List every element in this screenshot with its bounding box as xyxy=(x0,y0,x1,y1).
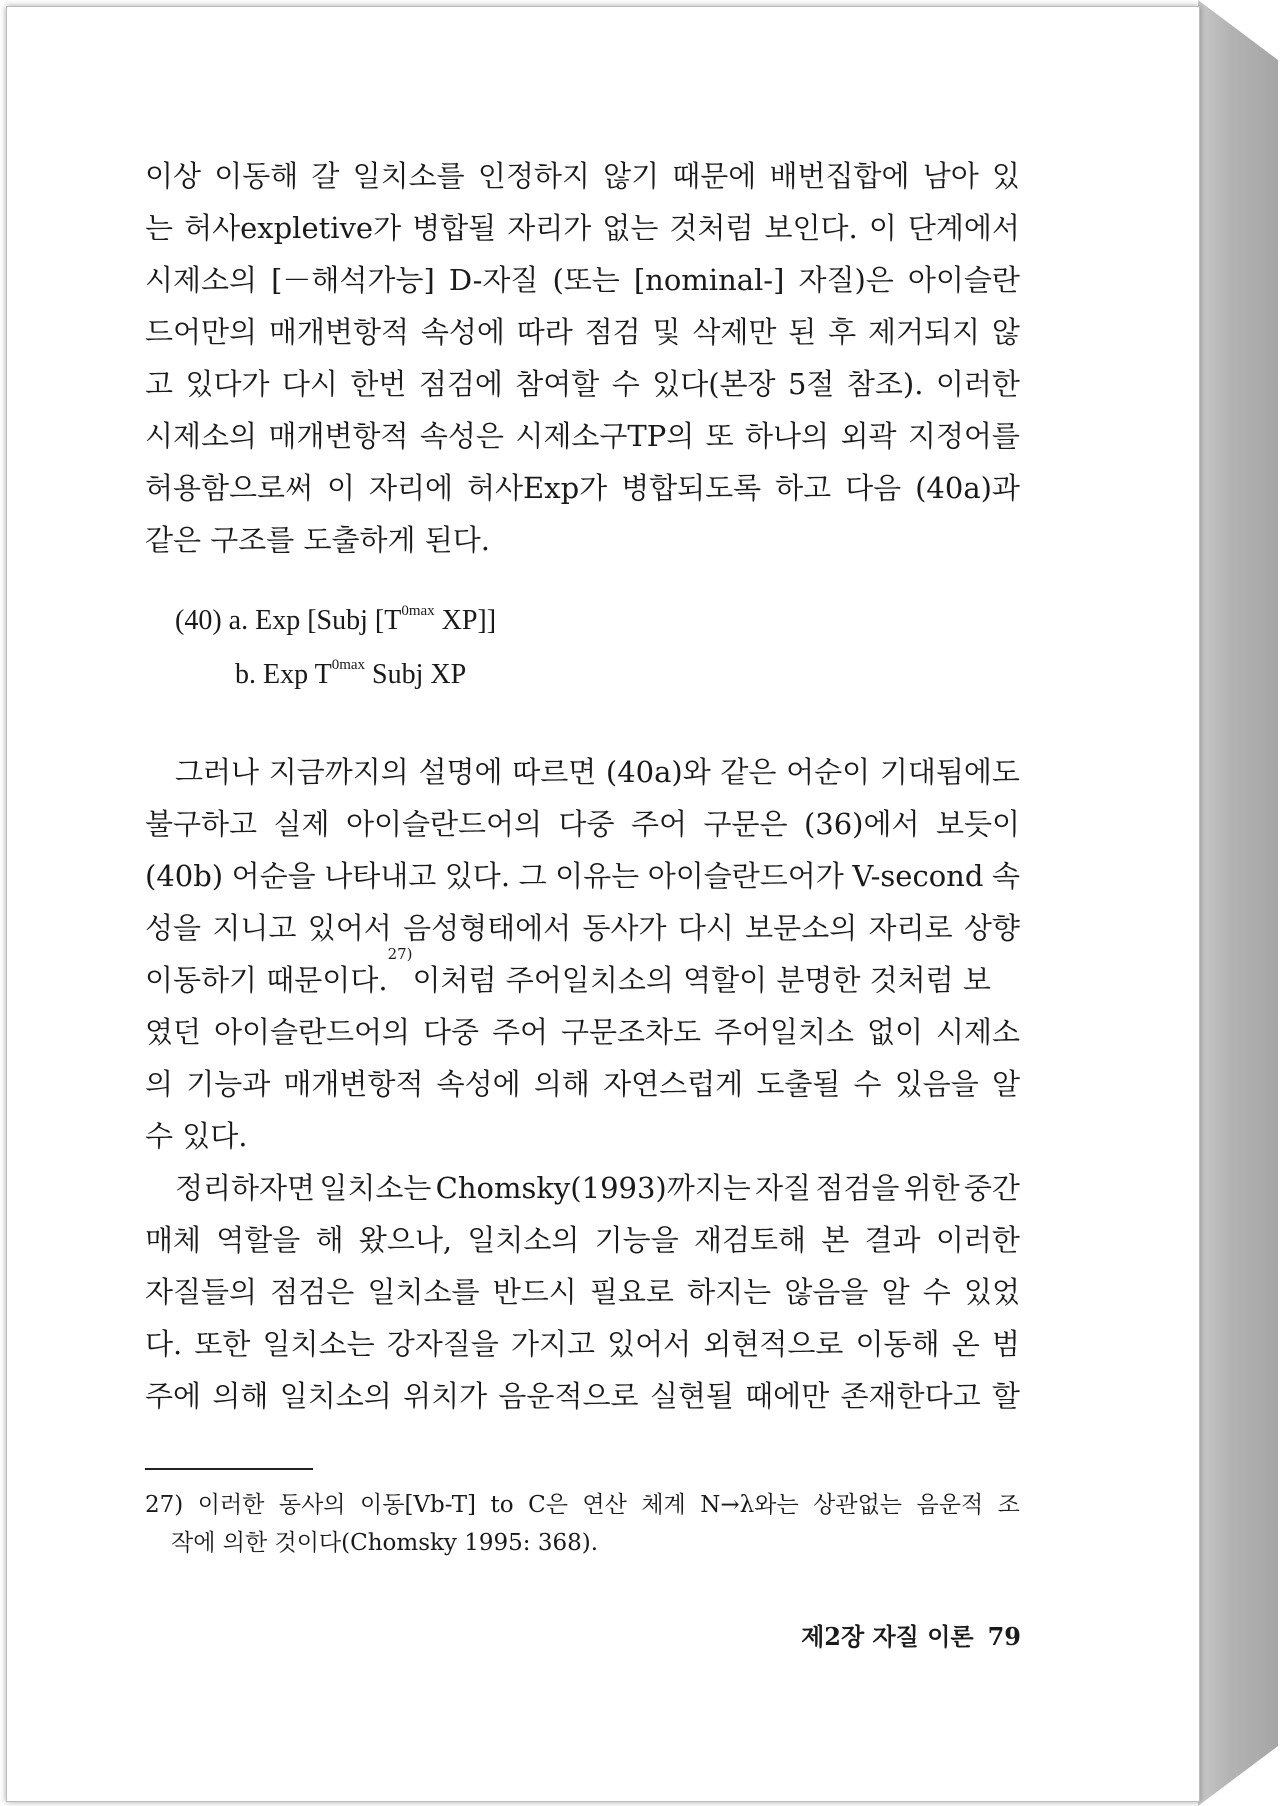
text-line: 시제소의 매개변항적 속성은 시제소구TP의 또 하나의 외곽 지정어를 xyxy=(145,419,1020,453)
running-footer xyxy=(801,1617,1021,1652)
body-text xyxy=(145,150,1020,1422)
text-line: 허용함으로써 이 자리에 허사Exp가 병합되도록 하고 다음 (40a)과 xyxy=(145,471,1020,505)
text-line: 이상 이동해 갈 일치소를 인정하지 않기 때문에 배번집합에 남아 있 xyxy=(145,159,1020,193)
book-side-edge xyxy=(1198,0,1278,1806)
text-fragment: 이동하기 때문이다. xyxy=(145,963,388,997)
page-number: 79 xyxy=(987,1622,1021,1651)
paragraph-1 xyxy=(145,150,1020,566)
example-number: (40) xyxy=(175,605,222,636)
text-fragment: 이처럼 주어일치소의 역할이 분명한 것처럼 보 xyxy=(412,963,991,997)
text-line: 성을 지니고 있어서 음성형태에서 동사가 다시 보문소의 자리로 상향 xyxy=(145,911,1020,945)
paragraph-2 xyxy=(145,746,1020,1162)
example-a-superscript: 0max xyxy=(401,603,435,619)
text-line: 같은 구조를 도출하게 된다. xyxy=(145,523,491,557)
footnote-reference[interactable]: 27) xyxy=(387,945,413,963)
text-line: 그러나 지금까지의 설명에 따르면 (40a)와 같은 어순이 기대됨에도 xyxy=(175,755,1020,789)
text-line: (40b) 어순을 나타내고 있다. 그 이유는 아이슬란드어가 V-second 속 xyxy=(145,859,1020,893)
example-40a xyxy=(145,594,1020,648)
example-b-post: Subj XP xyxy=(365,659,467,690)
paragraph-3 xyxy=(145,1162,1020,1422)
footnote-line: 27) 이러한 동사의 이동[Vb-T] to C은 연산 체계 N→λ와는 상관없는 음운적 조 xyxy=(145,1492,1020,1518)
example-b-superscript: 0max xyxy=(331,657,366,673)
footnote-divider xyxy=(145,1468,313,1470)
text-line: 불구하고 실제 아이슬란드어의 다중 주어 구문은 (36)에서 보듯이 xyxy=(145,807,1020,841)
example-a-label: a. xyxy=(228,605,249,636)
text-line: 주에 의해 일치소의 위치가 음운적으로 실현될 때에만 존재한다고 할 xyxy=(145,1379,1020,1413)
text-line: 다. 또한 일치소는 강자질을 가지고 있어서 외현적으로 이동해 온 범 xyxy=(145,1327,1020,1361)
text-line: 드어만의 매개변항적 속성에 따라 점검 및 삭제만 된 후 제거되지 않 xyxy=(145,315,1020,349)
example-b-label: b. xyxy=(235,659,256,690)
footnote-line: 작에 의한 것이다(Chomsky 1995: 368). xyxy=(171,1530,599,1556)
text-line: 매체 역할을 해 왔으나, 일치소의 기능을 재검토해 본 결과 이러한 xyxy=(145,1223,1020,1257)
text-line: 였던 아이슬란드어의 다중 주어 구문조차도 주어일치소 없이 시제소 xyxy=(145,1015,1020,1049)
text-line-with-footnote xyxy=(145,945,1020,1006)
example-b-pre: Exp T xyxy=(263,659,332,690)
footnote-27 xyxy=(145,1486,1020,1562)
text-line: 시제소의 [－해석가능] D-자질 (또는 [nominal-] 자질)은 아이슬란 xyxy=(145,263,1020,297)
book-side-top-corner xyxy=(1198,0,1278,60)
example-a-post: XP]] xyxy=(434,605,497,636)
example-40 xyxy=(145,594,1020,702)
example-a-pre: Exp [Subj [T xyxy=(255,605,402,636)
example-40b xyxy=(145,648,1020,702)
text-line: 수 있다. xyxy=(145,1119,248,1153)
text-line: 고 있다가 다시 한번 점검에 참여할 수 있다(본장 5절 참조). 이러한 xyxy=(145,367,1020,401)
chapter-title: 제2장 자질 이론 xyxy=(801,1622,974,1651)
book-side-bottom-corner xyxy=(1198,1746,1278,1806)
text-line: 는 허사expletive가 병합될 자리가 없는 것처럼 보인다. 이 단계에서 xyxy=(145,211,1020,245)
text-line: 정리하자면 일치소는 Chomsky(1993)까지는 자질 점검을 위한 중간 xyxy=(175,1171,1020,1205)
text-line: 자질들의 점검은 일치소를 반드시 필요로 하지는 않음을 알 수 있었 xyxy=(145,1275,1020,1309)
text-line: 의 기능과 매개변항적 속성에 의해 자연스럽게 도출될 수 있음을 알 xyxy=(145,1067,1020,1101)
